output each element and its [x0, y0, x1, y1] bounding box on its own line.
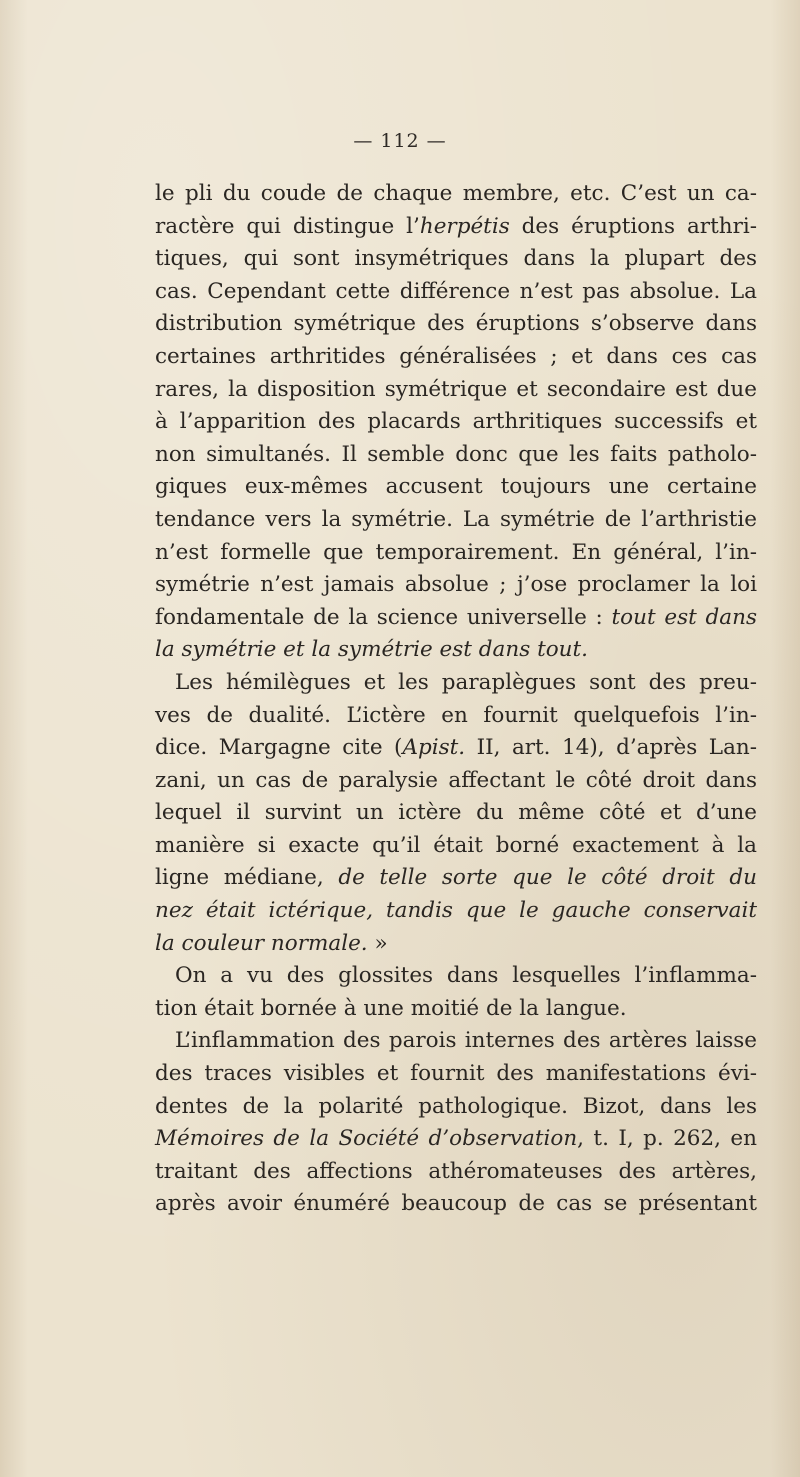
text-segment: non simultanés. Il semble donc que les faits patholo-	[155, 441, 757, 467]
text-segment: L’inflammation des parois internes des artères laisse	[175, 1028, 757, 1054]
text-line	[155, 993, 757, 1026]
text-line	[155, 374, 757, 407]
text-line	[155, 569, 757, 602]
italic-text: Mémoires de la Société d’observation	[155, 1126, 578, 1152]
text-segment: rares, la disposition symétrique et secondaire est due	[155, 376, 757, 402]
text-line	[155, 308, 757, 341]
text-line	[155, 504, 757, 537]
text-segment: manière si exacte qu’il était borné exactement à la	[155, 832, 757, 858]
text-line	[155, 1091, 757, 1124]
text-segment: n’est formelle que temporairement. En général, l’in-	[155, 539, 757, 565]
text-segment: à l’apparition des placards arthritiques successifs et	[155, 409, 757, 435]
text-line	[155, 895, 757, 928]
text-segment: ves de dualité. L’ictère en fournit quelquefois l’in-	[155, 702, 757, 728]
body-text	[155, 178, 757, 1221]
text-segment: symétrie n’est jamais absolue ; j’ose proclamer la loi	[155, 572, 757, 598]
text-line	[155, 1025, 757, 1058]
text-segment: cas. Cependant cette différence n’est pas absolue. La	[155, 278, 757, 304]
italic-text: la symétrie et la symétrie est dans tout.	[155, 637, 588, 663]
page-number: — 112 —	[353, 130, 447, 152]
text-segment: dentes de la polarité pathologique. Bizot, dans les	[155, 1093, 757, 1119]
text-segment: ractère qui distingue l’	[155, 213, 420, 239]
text-line	[155, 1188, 757, 1221]
text-line	[155, 1058, 757, 1091]
text-segment: tiques, qui sont insymétriques dans la plupart des	[155, 246, 757, 272]
text-segment: On a vu des glossites dans lesquelles l’inflamma-	[175, 963, 757, 989]
text-line	[155, 537, 757, 570]
text-line	[155, 178, 757, 211]
text-segment: tendance vers la symétrie. La symétrie de l’arthristie	[155, 506, 757, 532]
text-segment: fondamentale de la science universelle :	[155, 604, 612, 630]
text-segment: le pli du coude de chaque membre, etc. C’est un ca-	[155, 181, 757, 206]
text-line	[155, 634, 757, 667]
text-segment: dice. Margagne cite (	[155, 735, 403, 761]
text-line	[155, 797, 757, 830]
text-segment: zani, un cas de paralysie affectant le côté droit dans	[155, 767, 757, 793]
text-line	[155, 732, 757, 765]
text-line	[155, 765, 757, 798]
text-line	[155, 341, 757, 374]
text-line	[155, 211, 757, 244]
italic-text: herpétis	[419, 213, 510, 239]
text-line	[155, 276, 757, 309]
text-segment: certaines arthritides généralisées ; et dans ces cas	[155, 343, 757, 369]
text-line	[155, 406, 757, 439]
italic-text: nez était ictérique, tandis que le gauche conservait	[155, 898, 757, 924]
text-segment: lequel il survint un ictère du même côté et d’une	[155, 800, 757, 826]
text-line	[155, 928, 757, 961]
text-segment: »	[367, 930, 388, 956]
text-line	[155, 667, 757, 700]
text-line	[155, 700, 757, 733]
text-line	[155, 862, 757, 895]
text-segment: tion était bornée à une moitié de la langue.	[155, 995, 627, 1021]
italic-text: de telle sorte que le côté droit du	[338, 865, 757, 891]
text-segment: ligne médiane,	[155, 865, 339, 891]
text-segment: des traces visibles et fournit des manifestations évi-	[155, 1061, 757, 1087]
text-line	[155, 471, 757, 504]
text-segment: des éruptions arthri-	[509, 213, 757, 239]
text-segment: après avoir énuméré beaucoup de cas se présentant	[155, 1191, 757, 1217]
italic-text: tout est dans	[611, 604, 757, 630]
text-segment: Les hémilègues et les paraplègues sont des preu-	[175, 669, 757, 695]
text-segment: distribution symétrique des éruptions s’observe dans	[155, 311, 757, 337]
text-segment: traitant des affections athéromateuses des artères,	[155, 1158, 757, 1184]
text-segment: giques eux-mêmes accusent toujours une certaine	[155, 474, 757, 500]
italic-text: la couleur normale.	[155, 930, 368, 956]
text-line	[155, 1123, 757, 1156]
text-line	[155, 439, 757, 472]
text-line	[155, 243, 757, 276]
text-line	[155, 602, 757, 635]
text-segment: II, art. 14), d’après Lan-	[465, 735, 758, 761]
text-line	[155, 960, 757, 993]
text-line	[155, 830, 757, 863]
text-line	[155, 1156, 757, 1189]
text-segment: , t. I, p. 262, en	[577, 1126, 757, 1152]
italic-text: Apist.	[402, 735, 466, 761]
